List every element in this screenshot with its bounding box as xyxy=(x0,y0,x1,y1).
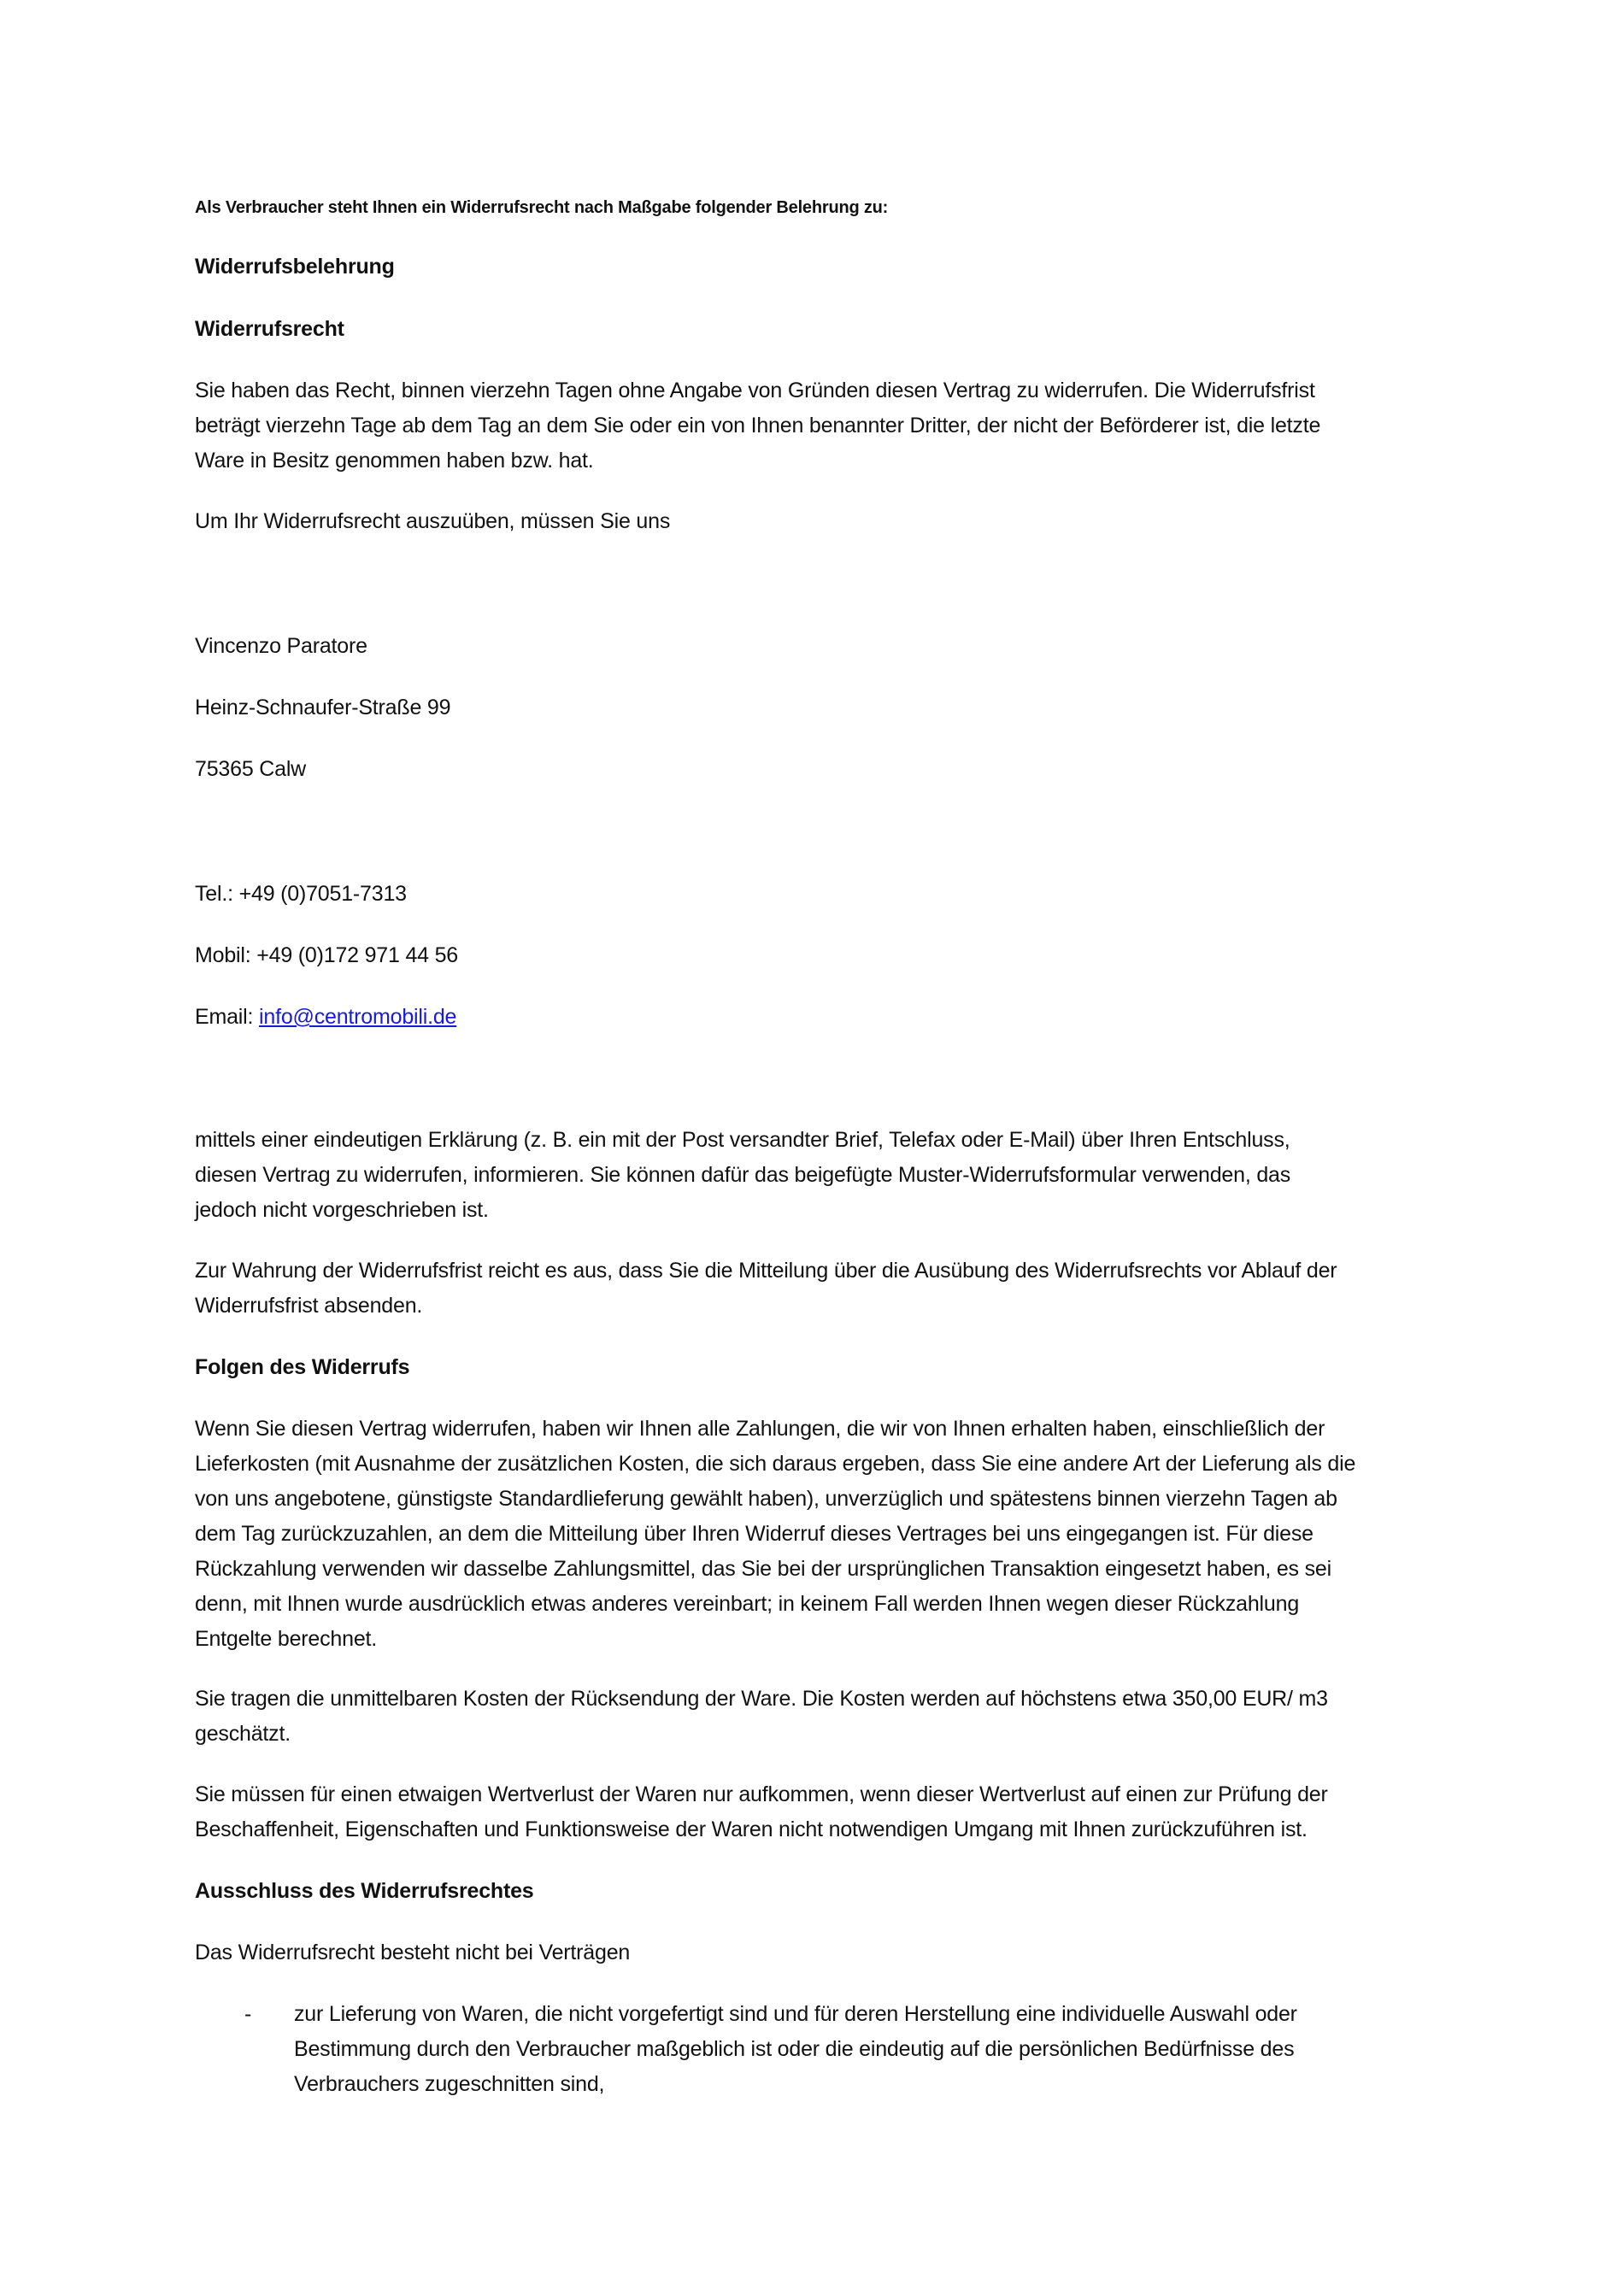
paragraph-line: Entgelte berechnet. xyxy=(195,1627,378,1651)
paragraph-line: Rückzahlung verwenden wir dasselbe Zahlungsmittel, das Sie bei der ursprünglichen Transaktion eingesetzt haben, es sei xyxy=(195,1557,1331,1581)
paragraph-line: denn, mit Ihnen wurde ausdrücklich etwas anderes vereinbart; in keinem Fall werden Ihnen wegen dieser Rückzahlung xyxy=(195,1592,1300,1616)
contact-email-link[interactable]: info@centromobili.de xyxy=(259,1005,457,1029)
paragraph-line: mittels einer eindeutigen Erklärung (z. B. ein mit der Post versandter Brief, Telefax oder E-Mail) über Ihren Entschluss, xyxy=(195,1128,1290,1152)
section-heading-exclusion: Ausschluss des Widerrufsrechtes xyxy=(195,1879,534,1903)
list-item-line: Bestimmung durch den Verbraucher maßgeblich ist oder die eindeutig auf die persönlichen Bedürfnisse des xyxy=(294,2037,1295,2061)
paragraph-line: dem Tag zurückzuzahlen, an dem die Mitteilung über Ihren Widerruf dieses Vertrages bei uns eingegangen ist. Für diese xyxy=(195,1522,1313,1546)
paragraph-line: Sie müssen für einen etwaigen Wertverlust der Waren nur aufkommen, wenn dieser Wertverlust auf einen zur Prüfung der xyxy=(195,1782,1328,1806)
contact-email-label: Email: xyxy=(195,1005,260,1029)
paragraph-line: von uns angebotene, günstigste Standardlieferung gewählt haben), unverzüglich und spätestens binnen vierzehn Tagen ab xyxy=(195,1487,1337,1511)
paragraph-exclusion-intro: Das Widerrufsrecht besteht nicht bei Verträgen xyxy=(195,1941,631,1964)
paragraph-line: Zur Wahrung der Widerrufsfrist reicht es aus, dass Sie die Mitteilung über die Ausübung des Widerrufsrechts vor Ablauf der xyxy=(195,1259,1337,1283)
list-item-line: Verbrauchers zugeschnitten sind, xyxy=(294,2072,605,2096)
paragraph-exercise-right: Um Ihr Widerrufsrecht auszuüben, müssen Sie uns xyxy=(195,509,671,533)
paragraph-line: Widerrufsfrist absenden. xyxy=(195,1294,423,1318)
paragraph-line: beträgt vierzehn Tage ab dem Tag an dem Sie oder ein von Ihnen benannter Dritter, der nicht der Beförderer ist, die letzte xyxy=(195,414,1321,437)
paragraph-line: jedoch nicht vorgeschrieben ist. xyxy=(195,1198,489,1222)
section-heading-widerrufsrecht: Widerrufsrecht xyxy=(195,317,344,341)
section-heading-consequences: Folgen des Widerrufs xyxy=(195,1355,410,1379)
paragraph-refund xyxy=(195,1412,1443,1657)
paragraph-value-loss xyxy=(195,1777,1443,1847)
bullet-dash-icon: - xyxy=(244,2002,252,2026)
list-item xyxy=(294,1997,1448,2102)
paragraph-line: Sie tragen die unmittelbaren Kosten der Rücksendung der Ware. Die Kosten werden auf höchstens etwa 350,00 EUR/ m3 xyxy=(195,1687,1328,1711)
paragraph-line: Sie haben das Recht, binnen vierzehn Tagen ohne Angabe von Gründen diesen Vertrag zu widerrufen. Die Widerrufsfrist xyxy=(195,379,1315,402)
paragraph-line: Lieferkosten (mit Ausnahme der zusätzlichen Kosten, die sich daraus ergeben, dass Sie eine andere Art der Lieferung als die xyxy=(195,1452,1356,1476)
paragraph-line: Ware in Besitz genommen haben bzw. hat. xyxy=(195,449,594,473)
contact-street: Heinz-Schnaufer-Straße 99 xyxy=(195,696,451,719)
list-item-line: zur Lieferung von Waren, die nicht vorgefertigt sind und für deren Herstellung eine individuelle Auswahl oder xyxy=(294,2002,1297,2026)
intro-text: Als Verbraucher steht Ihnen ein Widerrufsrecht nach Maßgabe folgender Belehrung zu: xyxy=(195,198,889,217)
contact-tel: Tel.: +49 (0)7051-7313 xyxy=(195,882,407,906)
paragraph-line: diesen Vertrag zu widerrufen, informieren. Sie können dafür das beigefügte Muster-Widerrufsformular verwenden, das xyxy=(195,1163,1291,1187)
contact-city: 75365 Calw xyxy=(195,757,307,781)
paragraph-return-costs xyxy=(195,1682,1443,1752)
paragraph-deadline xyxy=(195,1254,1443,1324)
contact-mobile: Mobil: +49 (0)172 971 44 56 xyxy=(195,943,459,967)
paragraph-right-of-withdrawal xyxy=(195,373,1443,479)
contact-email-row xyxy=(195,1000,456,1035)
contact-name: Vincenzo Paratore xyxy=(195,634,367,658)
document-title: Widerrufsbelehrung xyxy=(195,255,395,279)
paragraph-line: geschätzt. xyxy=(195,1722,291,1746)
paragraph-line: Beschaffenheit, Eigenschaften und Funktionsweise der Waren nicht notwendigen Umgang mit Ihnen zurückzuführen ist. xyxy=(195,1817,1308,1841)
paragraph-line: Wenn Sie diesen Vertrag widerrufen, haben wir Ihnen alle Zahlungen, die wir von Ihnen erhalten haben, einschließlich der xyxy=(195,1417,1325,1441)
paragraph-notification-method xyxy=(195,1123,1443,1228)
